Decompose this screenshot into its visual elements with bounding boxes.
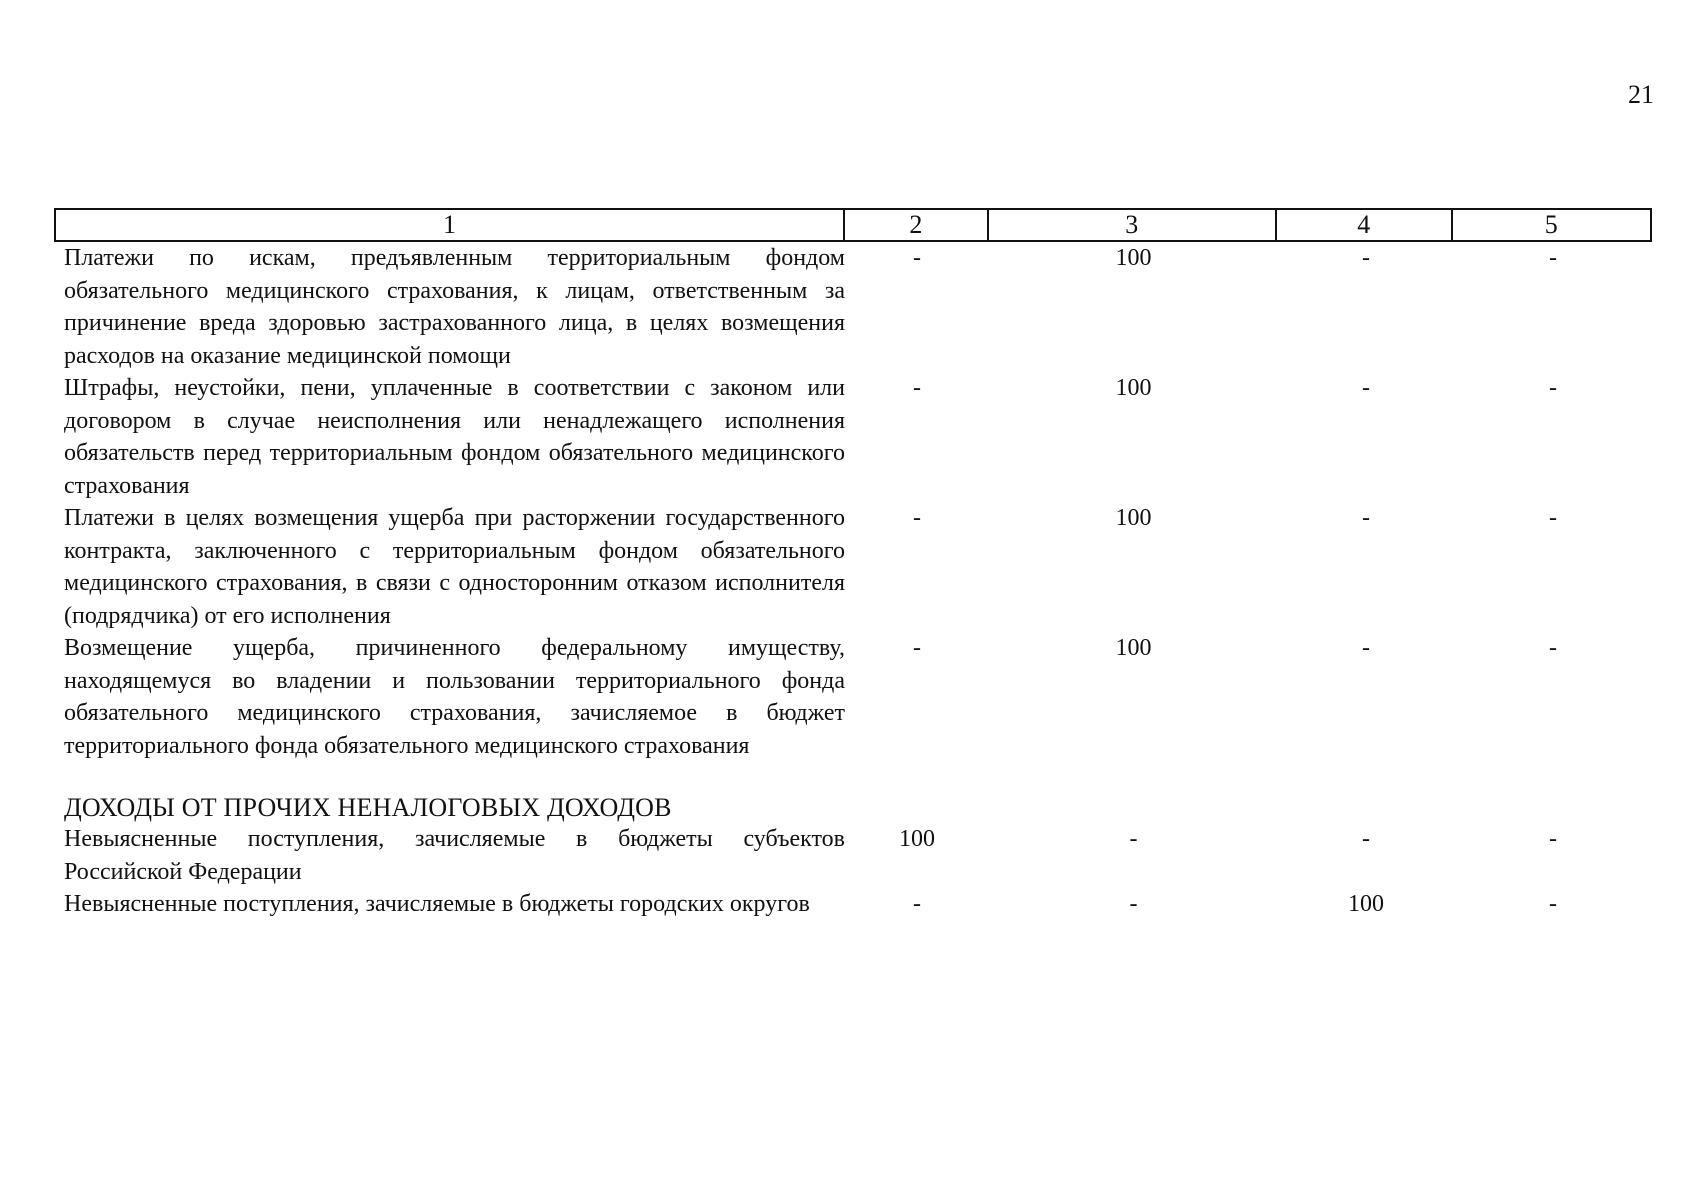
row-value-col-5: -: [1549, 375, 1557, 401]
row-value-col-2: -: [913, 635, 921, 661]
row-description: Невыясненные поступления, зачисляемые в бюджеты городских округов: [64, 891, 810, 918]
income-table: [54, 208, 1652, 921]
row-description: Платежи по искам, предъявленным территориальным фондом обязательного медицинского страхования, к лицам, ответственным за причинение вреда здоровью застрахованного лица, в целях возмещения расходов на оказание медицинской помощи: [64, 245, 845, 369]
row-value-col-3: 100: [1115, 635, 1152, 661]
row-value-col-4: -: [1362, 505, 1370, 531]
table-row: [54, 242, 1652, 372]
row-value-col-3: -: [1129, 891, 1138, 918]
table-row: [54, 372, 1652, 502]
table-header-col-1: 1: [56, 210, 845, 240]
table-row: [54, 502, 1652, 632]
row-value-col-2: 100: [899, 826, 935, 853]
row-value-col-5: -: [1549, 891, 1557, 918]
row-value-col-3: -: [1129, 826, 1138, 853]
row-value-col-5: -: [1549, 245, 1557, 271]
row-value-col-5: -: [1549, 505, 1557, 531]
table-header-row: [54, 208, 1652, 242]
table-header-col-3: 3: [989, 210, 1277, 240]
table-row: [54, 823, 1652, 888]
row-value-col-5: -: [1549, 635, 1557, 661]
table-header-col-4: 4: [1277, 210, 1453, 240]
table-header-col-2: 2: [845, 210, 989, 240]
row-value-col-2: -: [913, 891, 921, 918]
row-value-col-3: 100: [1115, 505, 1152, 531]
row-value-col-4: -: [1362, 245, 1370, 271]
table-row: [54, 888, 1652, 921]
row-value-col-3: 100: [1115, 375, 1152, 401]
row-value-col-4: -: [1362, 635, 1370, 661]
row-value-col-2: -: [913, 375, 921, 401]
table-header-col-5: 5: [1544, 210, 1558, 239]
row-description: Штрафы, неустойки, пени, уплаченные в соответствии с законом или договором в случае неисполнения или ненадлежащего исполнения обязательств перед территориальным фондом обязательного медицинского страхования: [64, 375, 845, 499]
row-value-col-4: 100: [1348, 891, 1384, 918]
section-title: ДОХОДЫ ОТ ПРОЧИХ НЕНАЛОГОВЫХ ДОХОДОВ: [64, 793, 672, 822]
table-body: [54, 242, 1652, 921]
page-number: 21: [1628, 80, 1654, 109]
row-value-col-5: -: [1549, 826, 1557, 853]
row-description: Возмещение ущерба, причиненного федеральному имуществу, находящемуся во владении и пользовании территориального фонда обязательного медицинского страхования, зачисляемое в бюджет территориального фонда обязательного медицинского страхования: [64, 635, 845, 759]
row-value-col-2: -: [913, 245, 921, 271]
row-value-col-2: -: [913, 505, 921, 531]
row-description: Невыясненные поступления, зачисляемые в бюджеты субъектов Российской Федерации: [64, 826, 845, 885]
row-value-col-4: -: [1362, 826, 1370, 853]
table-row: [54, 632, 1652, 762]
row-value-col-3: 100: [1115, 245, 1152, 271]
row-description: Платежи в целях возмещения ущерба при расторжении государственного контракта, заключенного с территориальным фондом обязательного медицинского страхования, в связи с односторонним отказом исполнителя (подрядчика) от его исполнения: [64, 505, 845, 629]
row-value-col-4: -: [1362, 375, 1370, 401]
